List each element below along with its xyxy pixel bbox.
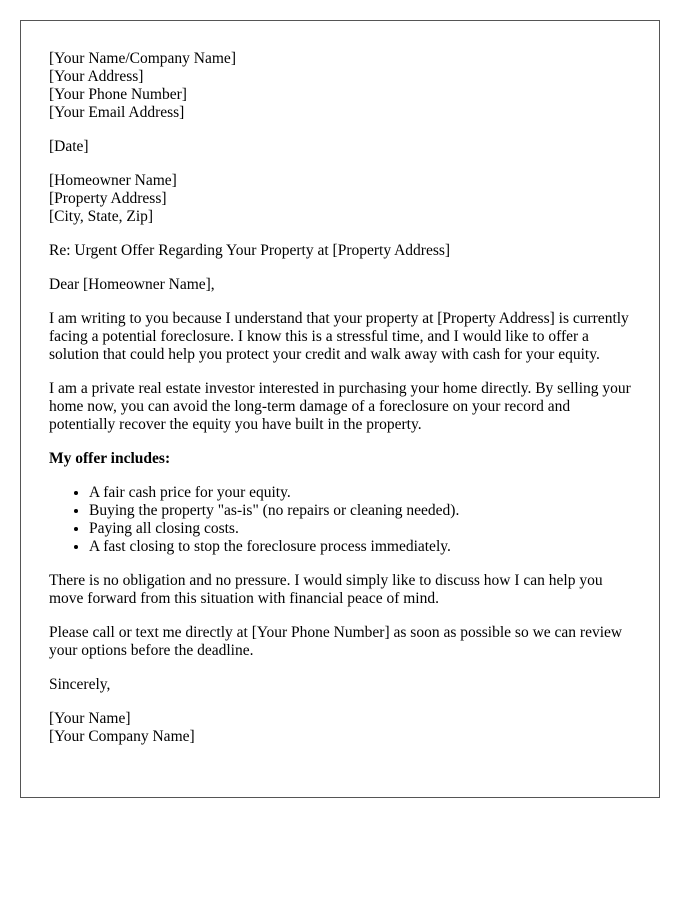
list-item: • A fair cash price for your equity.: [89, 484, 639, 502]
sender-name: [Your Name/Company Name]: [49, 50, 236, 67]
recipient-city: [City, State, Zip]: [49, 208, 154, 225]
date-line: [Date]: [49, 138, 89, 155]
body-paragraph: I am a private real estate investor interested in purchasing your home directly. By selling your home now, you can avoid the long-term damage of a foreclosure on your record and potentially recover the equity you have built in the property.: [49, 380, 631, 433]
greeting: Dear [Homeowner Name],: [49, 276, 215, 293]
subject-line: Re: Urgent Offer Regarding Your Property at [Property Address]: [49, 242, 451, 259]
signature-block: [49, 710, 639, 746]
letter-document: [20, 20, 660, 798]
list-item: • Buying the property "as-is" (no repairs or cleaning needed).: [89, 502, 639, 520]
signature-company: [Your Company Name]: [49, 728, 195, 745]
sender-address: [Your Address]: [49, 68, 144, 85]
closing-paragraph: There is no obligation and no pressure. I would simply like to discuss how I can help you move forward from this situation with financial peace of mind.: [49, 572, 603, 607]
signature-name: [Your Name]: [49, 710, 131, 727]
sender-phone: [Your Phone Number]: [49, 86, 187, 103]
list-item: • Paying all closing costs.: [89, 520, 639, 538]
list-item: • A fast closing to stop the foreclosure process immediately.: [89, 538, 639, 556]
offer-list: [49, 484, 639, 556]
recipient-name: [Homeowner Name]: [49, 172, 177, 189]
body-paragraph: I am writing to you because I understand that your property at [Property Address] is currently facing a potential foreclosure. I know this is a stressful time, and I would like to offer a solution that could help you protect your credit and walk away with cash for your equity.: [49, 310, 629, 363]
sender-email: [Your Email Address]: [49, 104, 185, 121]
signoff: Sincerely,: [49, 676, 111, 693]
closing-paragraph: Please call or text me directly at [Your Phone Number] as soon as possible so we can review your options before the deadline.: [49, 624, 623, 659]
offer-heading: My offer includes:: [49, 450, 171, 467]
recipient-address: [Property Address]: [49, 190, 167, 207]
recipient-block: [49, 172, 639, 226]
sender-block: [49, 50, 639, 122]
